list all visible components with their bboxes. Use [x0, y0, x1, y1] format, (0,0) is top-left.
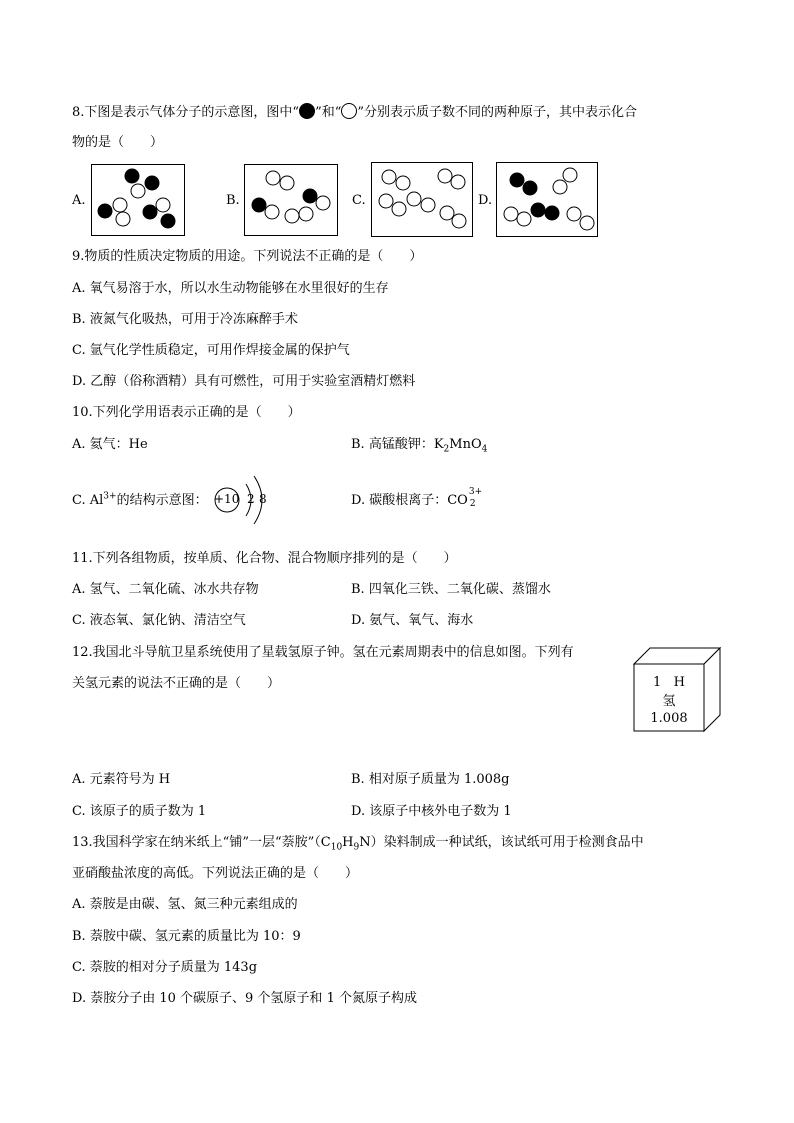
- q11-option-c: C. 液态氧、氯化钠、清洁空气: [72, 613, 246, 628]
- black-atom-icon: [125, 169, 139, 183]
- q8-stem-part3: ”分别表示质子数不同的两种原子，其中表示化合: [357, 105, 638, 120]
- q10-option-b: [351, 436, 487, 454]
- q13-option-c: C. 萘胺的相对分子质量为 143g: [72, 960, 258, 975]
- white-atom-icon: [451, 175, 465, 189]
- element-atomic-number: 1: [652, 675, 662, 690]
- q8-option-d-label: D.: [478, 193, 493, 208]
- element-symbol: H: [673, 675, 686, 690]
- q10-option-d-prefix: D. 碳酸根离子：CO: [351, 493, 468, 508]
- q9-option-b: B. 液氮气化吸热，可用于冷冻麻醉手术: [72, 312, 298, 327]
- white-atom-icon: [265, 205, 279, 219]
- q9-option-d: D. 乙醇（俗称酒精）具有可燃性，可用于实验室酒精灯燃料: [72, 374, 416, 389]
- element-atomic-mass: 1.008: [650, 711, 688, 726]
- q12-option-a: A. 元素符号为 H: [72, 772, 171, 787]
- q11-option-a: A. 氢气、二氧化硫、冰水共存物: [72, 582, 259, 597]
- q13-mid-n: N）染料制成一种试纸，该试纸可用于检测食品中: [359, 835, 644, 850]
- white-atom-icon: [438, 169, 452, 183]
- white-atom-icon: [379, 194, 393, 208]
- q11-option-d: D. 氨气、氧气、海水: [351, 613, 474, 628]
- black-atom-icon: [161, 214, 175, 228]
- white-atom-icon: [285, 209, 299, 223]
- white-atom-icon: [341, 103, 357, 119]
- q8-option-a-diagram: [91, 164, 185, 236]
- white-atom-icon: [407, 192, 421, 206]
- white-atom-icon: [382, 170, 396, 184]
- black-atom-icon: [299, 103, 315, 119]
- q10-stem: 10.下列化学用语表示正确的是（ ）: [72, 405, 301, 420]
- element-number-symbol: [638, 674, 700, 691]
- q10-option-c-prefix: C. Al: [72, 493, 104, 508]
- white-atom-icon: [504, 207, 518, 221]
- q8-option-d-diagram: [496, 162, 598, 237]
- white-atom-icon: [113, 198, 127, 212]
- molecule-diagram-c: [372, 163, 472, 236]
- q12-option-d: D. 该原子中核外电子数为 1: [351, 804, 512, 819]
- white-atom-icon: [116, 212, 130, 226]
- q12-option-b: B. 相对原子质量为 1.008g: [351, 772, 510, 787]
- element-cube: [633, 647, 723, 733]
- q10-option-a: A. 氦气：He: [72, 437, 148, 452]
- white-atom-icon: [580, 216, 594, 230]
- q10-option-d: [351, 487, 483, 510]
- q13-sub-h: 9: [353, 842, 360, 853]
- white-atom-icon: [156, 198, 170, 212]
- white-atom-icon: [517, 212, 531, 226]
- white-atom-icon: [266, 171, 280, 185]
- q11-stem: 11.下列各组物质，按单质、化合物、混合物顺序排列的是（ ）: [72, 551, 457, 566]
- q10-option-b-prefix: B. 高锰酸钾：K: [351, 437, 444, 452]
- white-atom-icon: [563, 168, 577, 182]
- black-atom-icon: [98, 204, 112, 218]
- q13-stem-line2: 亚硝酸盐浓度的高低。下列说法正确的是（ ）: [72, 866, 359, 881]
- q8-option-c-label: C.: [352, 193, 366, 208]
- white-atom-icon: [299, 207, 313, 221]
- q10-option-c-suffix: 的结构示意图：: [116, 493, 208, 508]
- white-atom-icon: [316, 196, 330, 210]
- q10-option-d-sup: 3+: [468, 487, 483, 497]
- black-atom-icon: [545, 206, 559, 220]
- black-atom-icon: [143, 205, 157, 219]
- q8-option-a-label: A.: [72, 193, 86, 208]
- white-atom-icon: [131, 184, 145, 198]
- q10-option-c: [72, 492, 208, 510]
- shell-2-electrons: 8: [259, 492, 267, 506]
- white-atom-icon: [396, 176, 410, 190]
- q13-option-d: D. 萘胺分子由 10 个碳原子、9 个氢原子和 1 个氮原子构成: [72, 991, 417, 1006]
- q10-option-d-sub: 2: [469, 499, 476, 509]
- q10-option-b-sub2: 4: [481, 444, 488, 455]
- atomic-structure-diagram: [212, 470, 274, 530]
- q12-option-c: C. 该原子的质子数为 1: [72, 804, 207, 819]
- q13-stem-line1: [72, 834, 644, 852]
- molecule-diagram-a: [92, 165, 184, 235]
- q13-sub-c: 10: [330, 842, 343, 853]
- black-atom-icon: [523, 181, 537, 195]
- q12-stem-line1: 12.我国北斗导航卫星系统使用了星载氢原子钟。氢在元素周期表中的信息如图。下列有: [72, 645, 574, 660]
- shell-1-electrons: 2: [247, 492, 255, 506]
- q8-option-b-label: B.: [226, 193, 240, 208]
- q13-mid-h: H: [342, 835, 354, 850]
- q13-stem-part1: 13.我国科学家在纳米纸上“铺”一层“萘胺”（C: [72, 835, 331, 850]
- q12-stem-line2: 关氢元素的说法不正确的是（ ）: [72, 676, 281, 691]
- q10-option-b-mid: MnO: [449, 437, 482, 452]
- q10-option-d-scripts: [468, 487, 483, 510]
- q8-option-b-diagram: [244, 164, 338, 236]
- q8-stem-line2: 物的是（ ）: [72, 135, 164, 150]
- white-atom-icon: [440, 206, 454, 220]
- q10-option-c-sup: 3+: [103, 491, 117, 502]
- white-atom-icon: [421, 198, 435, 212]
- white-atom-icon: [553, 180, 567, 194]
- white-atom-icon: [280, 176, 294, 190]
- q13-option-a: A. 萘胺是由碳、氢、氮三种元素组成的: [72, 897, 298, 912]
- molecule-diagram-d: [497, 163, 597, 236]
- element-name: 氢: [662, 694, 676, 709]
- q11-option-b: B. 四氧化三铁、二氧化碳、蒸馏水: [351, 582, 551, 597]
- white-atom-icon: [452, 214, 466, 228]
- q9-stem: 9.物质的性质决定物质的用途。下列说法不正确的是（ ）: [72, 249, 423, 264]
- nucleus-charge: +10: [214, 492, 240, 506]
- black-atom-icon: [510, 173, 524, 187]
- q10-option-b-sub1: 2: [443, 444, 450, 455]
- q8-stem-part2: ”和“: [315, 105, 342, 120]
- black-atom-icon: [252, 198, 266, 212]
- q9-option-c: C. 氩气化学性质稳定，可用作焊接金属的保护气: [72, 343, 350, 358]
- black-atom-icon: [145, 176, 159, 190]
- q13-option-b: B. 萘胺中碳、氢元素的质量比为 10：9: [72, 929, 301, 944]
- q9-option-a: A. 氧气易溶于水，所以水生动物能够在水里很好的生存: [72, 281, 389, 296]
- q8-stem-line1: [72, 103, 637, 122]
- molecule-diagram-b: [245, 165, 337, 235]
- black-atom-icon: [531, 203, 545, 217]
- white-atom-icon: [567, 207, 581, 221]
- q8-option-c-diagram: [371, 162, 473, 237]
- black-atom-icon: [303, 189, 317, 203]
- q8-stem-part1: 8.下图是表示气体分子的示意图，图中“: [72, 105, 300, 120]
- white-atom-icon: [392, 202, 406, 216]
